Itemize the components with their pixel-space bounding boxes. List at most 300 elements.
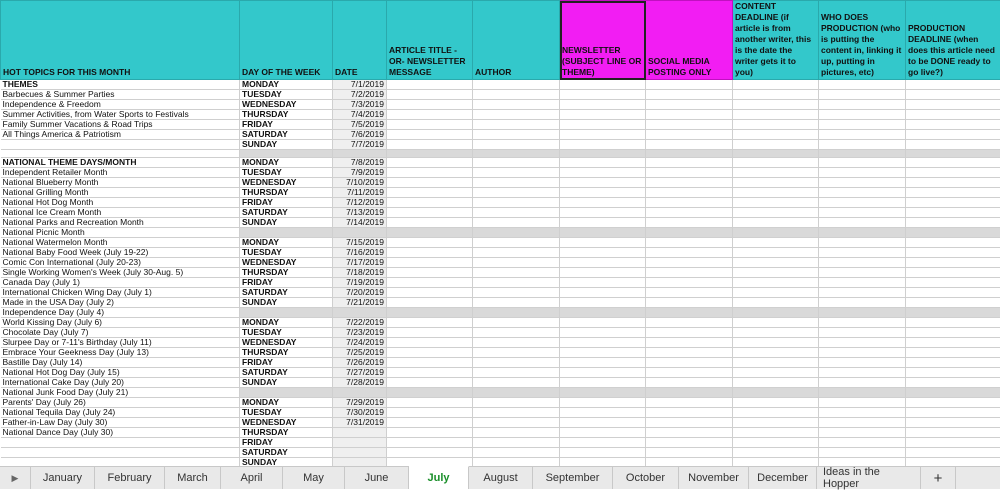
cell[interactable] [473, 448, 560, 458]
cell[interactable] [906, 338, 1000, 348]
cell[interactable] [473, 378, 560, 388]
date-cell[interactable]: 7/18/2019 [333, 268, 387, 278]
cell[interactable] [819, 448, 906, 458]
day-cell[interactable] [240, 150, 333, 158]
cell[interactable] [387, 358, 473, 368]
topic-cell[interactable]: Father-in-Law Day (July 30) [1, 418, 240, 428]
cell[interactable] [646, 398, 733, 408]
topic-cell[interactable]: Chocolate Day (July 7) [1, 328, 240, 338]
cell[interactable] [387, 288, 473, 298]
cell[interactable] [819, 178, 906, 188]
cell[interactable] [646, 278, 733, 288]
cell[interactable] [819, 408, 906, 418]
topic-cell[interactable]: National Watermelon Month [1, 238, 240, 248]
cell[interactable] [560, 120, 646, 130]
cell[interactable] [819, 438, 906, 448]
cell[interactable] [473, 188, 560, 198]
cell[interactable] [473, 408, 560, 418]
day-cell[interactable]: WEDNESDAY [240, 100, 333, 110]
topic-cell[interactable]: Independence & Freedom [1, 100, 240, 110]
date-cell[interactable]: 7/23/2019 [333, 328, 387, 338]
cell[interactable] [733, 228, 819, 238]
header-day[interactable]: DAY OF THE WEEK [240, 1, 333, 80]
cell[interactable] [819, 358, 906, 368]
topic-cell[interactable]: International Chicken Wing Day (July 1) [1, 288, 240, 298]
cell[interactable] [646, 338, 733, 348]
cell[interactable] [906, 308, 1000, 318]
cell[interactable] [387, 140, 473, 150]
cell[interactable] [819, 158, 906, 168]
cell[interactable] [560, 278, 646, 288]
cell[interactable] [906, 140, 1000, 150]
cell[interactable] [646, 448, 733, 458]
cell[interactable] [387, 458, 473, 467]
cell[interactable] [819, 110, 906, 120]
cell[interactable] [387, 428, 473, 438]
cell[interactable] [560, 298, 646, 308]
cell[interactable] [646, 120, 733, 130]
cell[interactable] [819, 418, 906, 428]
cell[interactable] [473, 168, 560, 178]
cell[interactable] [646, 428, 733, 438]
cell[interactable] [906, 348, 1000, 358]
cell[interactable] [560, 158, 646, 168]
cell[interactable] [733, 338, 819, 348]
cell[interactable] [733, 378, 819, 388]
topic-cell[interactable]: National Baby Food Week (July 19-22) [1, 248, 240, 258]
cell[interactable] [560, 338, 646, 348]
cell[interactable] [733, 248, 819, 258]
date-cell[interactable]: 7/17/2019 [333, 258, 387, 268]
cell[interactable] [387, 448, 473, 458]
cell[interactable] [819, 428, 906, 438]
cell[interactable] [473, 178, 560, 188]
cell[interactable] [906, 328, 1000, 338]
topic-cell[interactable]: Embrace Your Geekness Day (July 13) [1, 348, 240, 358]
cell[interactable] [819, 208, 906, 218]
cell[interactable] [473, 110, 560, 120]
day-cell[interactable]: MONDAY [240, 158, 333, 168]
cell[interactable] [906, 168, 1000, 178]
sheet-tab-july[interactable]: July [409, 466, 469, 489]
cell[interactable] [646, 158, 733, 168]
topic-cell[interactable]: National Hot Dog Day (July 15) [1, 368, 240, 378]
topic-cell[interactable]: Canada Day (July 1) [1, 278, 240, 288]
topic-cell[interactable]: Made in the USA Day (July 2) [1, 298, 240, 308]
cell[interactable] [733, 328, 819, 338]
day-cell[interactable]: MONDAY [240, 318, 333, 328]
cell[interactable] [646, 188, 733, 198]
cell[interactable] [819, 80, 906, 90]
cell[interactable] [560, 368, 646, 378]
cell[interactable] [906, 378, 1000, 388]
cell[interactable] [906, 208, 1000, 218]
cell[interactable] [387, 368, 473, 378]
day-cell[interactable]: FRIDAY [240, 358, 333, 368]
topic-cell[interactable]: World Kissing Day (July 6) [1, 318, 240, 328]
cell[interactable] [560, 358, 646, 368]
cell[interactable] [560, 228, 646, 238]
date-cell[interactable] [333, 458, 387, 467]
cell[interactable] [646, 458, 733, 467]
day-cell[interactable] [240, 388, 333, 398]
day-cell[interactable]: MONDAY [240, 80, 333, 90]
cell[interactable] [560, 438, 646, 448]
cell[interactable] [906, 228, 1000, 238]
cell[interactable] [387, 110, 473, 120]
cell[interactable] [560, 218, 646, 228]
cell[interactable] [387, 238, 473, 248]
cell[interactable] [387, 150, 473, 158]
cell[interactable] [733, 238, 819, 248]
cell[interactable] [819, 130, 906, 140]
sheet-tab-ideas-in-the-hopper[interactable]: Ideas in the Hopper [817, 467, 921, 489]
day-cell[interactable]: SATURDAY [240, 288, 333, 298]
cell[interactable] [560, 140, 646, 150]
topic-cell[interactable]: Comic Con International (July 20-23) [1, 258, 240, 268]
cell[interactable] [473, 120, 560, 130]
cell[interactable] [733, 140, 819, 150]
cell[interactable] [473, 90, 560, 100]
cell[interactable] [646, 218, 733, 228]
date-cell[interactable]: 7/9/2019 [333, 168, 387, 178]
cell[interactable] [733, 438, 819, 448]
date-cell[interactable]: 7/24/2019 [333, 338, 387, 348]
cell[interactable] [733, 428, 819, 438]
cell[interactable] [646, 388, 733, 398]
cell[interactable] [333, 308, 387, 318]
cell[interactable] [733, 100, 819, 110]
cell[interactable] [560, 308, 646, 318]
cell[interactable] [906, 100, 1000, 110]
cell[interactable] [387, 418, 473, 428]
cell[interactable] [560, 110, 646, 120]
topic-cell[interactable]: National Dance Day (July 30) [1, 428, 240, 438]
cell[interactable] [560, 288, 646, 298]
cell[interactable] [473, 80, 560, 90]
cell[interactable] [646, 268, 733, 278]
sheet-tab-october[interactable]: October [613, 467, 679, 489]
cell[interactable] [387, 378, 473, 388]
cell[interactable] [906, 110, 1000, 120]
cell[interactable] [560, 188, 646, 198]
cell[interactable] [819, 458, 906, 467]
cell[interactable] [560, 248, 646, 258]
cell[interactable] [819, 268, 906, 278]
day-cell[interactable]: TUESDAY [240, 408, 333, 418]
cell[interactable] [387, 90, 473, 100]
date-cell[interactable]: 7/20/2019 [333, 288, 387, 298]
day-cell[interactable]: SUNDAY [240, 458, 333, 467]
cell[interactable] [387, 258, 473, 268]
cell[interactable] [387, 80, 473, 90]
cell[interactable] [733, 268, 819, 278]
cell[interactable] [387, 398, 473, 408]
day-cell[interactable]: WEDNESDAY [240, 178, 333, 188]
cell[interactable] [733, 120, 819, 130]
date-cell[interactable]: 7/10/2019 [333, 178, 387, 188]
cell[interactable] [819, 278, 906, 288]
day-cell[interactable]: SUNDAY [240, 140, 333, 150]
cell[interactable] [560, 428, 646, 438]
date-cell[interactable]: 7/2/2019 [333, 90, 387, 100]
cell[interactable] [387, 188, 473, 198]
day-cell[interactable]: THURSDAY [240, 110, 333, 120]
cell[interactable] [560, 258, 646, 268]
cell[interactable] [733, 288, 819, 298]
cell[interactable] [819, 188, 906, 198]
cell[interactable] [906, 268, 1000, 278]
header-content-deadline[interactable]: CONTENT DEADLINE (if article is from another writer, this is the date the writer gets it to you) [733, 1, 819, 80]
cell[interactable] [733, 90, 819, 100]
cell[interactable] [819, 328, 906, 338]
day-cell[interactable]: SUNDAY [240, 298, 333, 308]
cell[interactable] [733, 158, 819, 168]
day-cell[interactable]: THURSDAY [240, 348, 333, 358]
date-cell[interactable]: 7/7/2019 [333, 140, 387, 150]
cell[interactable] [819, 398, 906, 408]
cell[interactable] [646, 438, 733, 448]
cell[interactable] [819, 150, 906, 158]
cell[interactable] [387, 338, 473, 348]
cell[interactable] [560, 378, 646, 388]
cell[interactable] [646, 348, 733, 358]
cell[interactable] [819, 248, 906, 258]
cell[interactable] [646, 408, 733, 418]
cell[interactable] [473, 158, 560, 168]
day-cell[interactable]: THURSDAY [240, 188, 333, 198]
cell[interactable] [819, 238, 906, 248]
cell[interactable] [906, 458, 1000, 467]
day-cell[interactable]: MONDAY [240, 398, 333, 408]
cell[interactable] [387, 308, 473, 318]
sheet-tab-march[interactable]: March [165, 467, 221, 489]
cell[interactable] [560, 198, 646, 208]
sheet-tab-february[interactable]: February [95, 467, 165, 489]
cell[interactable] [387, 198, 473, 208]
cell[interactable] [646, 258, 733, 268]
cell[interactable] [819, 218, 906, 228]
cell[interactable] [733, 208, 819, 218]
cell[interactable] [473, 278, 560, 288]
day-cell[interactable]: SUNDAY [240, 218, 333, 228]
cell[interactable] [906, 150, 1000, 158]
date-cell[interactable] [333, 428, 387, 438]
cell[interactable] [473, 228, 560, 238]
cell[interactable] [646, 110, 733, 120]
cell[interactable] [387, 318, 473, 328]
cell[interactable] [646, 100, 733, 110]
topic-cell[interactable]: Independent Retailer Month [1, 168, 240, 178]
cell[interactable] [646, 298, 733, 308]
cell[interactable] [473, 100, 560, 110]
cell[interactable] [473, 248, 560, 258]
cell[interactable] [906, 418, 1000, 428]
cell[interactable] [819, 140, 906, 150]
cell[interactable] [733, 218, 819, 228]
cell[interactable] [733, 358, 819, 368]
topic-cell[interactable] [1, 438, 240, 448]
cell[interactable] [906, 90, 1000, 100]
topic-cell[interactable]: National Hot Dog Month [1, 198, 240, 208]
cell[interactable] [646, 90, 733, 100]
cell[interactable] [387, 208, 473, 218]
cell[interactable] [819, 298, 906, 308]
cell[interactable] [387, 130, 473, 140]
topic-cell[interactable]: National Parks and Recreation Month [1, 218, 240, 228]
day-cell[interactable]: SATURDAY [240, 208, 333, 218]
cell[interactable] [473, 368, 560, 378]
day-cell[interactable]: FRIDAY [240, 438, 333, 448]
cell[interactable] [819, 288, 906, 298]
cell[interactable] [473, 458, 560, 467]
day-cell[interactable] [240, 228, 333, 238]
cell[interactable] [387, 120, 473, 130]
cell[interactable] [819, 198, 906, 208]
cell[interactable] [906, 218, 1000, 228]
cell[interactable] [560, 348, 646, 358]
cell[interactable] [819, 348, 906, 358]
cell[interactable] [906, 238, 1000, 248]
cell[interactable] [646, 80, 733, 90]
topic-cell[interactable] [1, 140, 240, 150]
cell[interactable] [733, 258, 819, 268]
cell[interactable] [387, 228, 473, 238]
day-cell[interactable]: SUNDAY [240, 378, 333, 388]
cell[interactable] [819, 228, 906, 238]
topic-cell[interactable] [1, 458, 240, 467]
cell[interactable] [733, 110, 819, 120]
topic-cell[interactable]: International Cake Day (July 20) [1, 378, 240, 388]
topic-cell[interactable]: Family Summer Vacations & Road Trips [1, 120, 240, 130]
date-cell[interactable]: 7/11/2019 [333, 188, 387, 198]
cell[interactable] [819, 120, 906, 130]
cell[interactable] [473, 208, 560, 218]
date-cell[interactable]: 7/4/2019 [333, 110, 387, 120]
cell[interactable] [906, 438, 1000, 448]
day-cell[interactable]: SATURDAY [240, 368, 333, 378]
cell[interactable] [733, 318, 819, 328]
topic-cell[interactable] [1, 150, 240, 158]
cell[interactable] [333, 388, 387, 398]
topic-cell[interactable]: Slurpee Day or 7-11's Birthday (July 11) [1, 338, 240, 348]
topic-cell[interactable]: Parents' Day (July 26) [1, 398, 240, 408]
cell[interactable] [646, 288, 733, 298]
day-cell[interactable]: TUESDAY [240, 328, 333, 338]
header-date[interactable]: DATE [333, 1, 387, 80]
date-cell[interactable]: 7/30/2019 [333, 408, 387, 418]
topic-cell[interactable]: National Ice Cream Month [1, 208, 240, 218]
cell[interactable] [733, 368, 819, 378]
cell[interactable] [733, 388, 819, 398]
header-newsletter[interactable]: NEWSLETTER (SUBJECT LINE OR THEME) [560, 1, 646, 80]
cell[interactable] [560, 208, 646, 218]
cell[interactable] [906, 198, 1000, 208]
cell[interactable] [733, 348, 819, 358]
topic-cell[interactable]: THEMES [1, 80, 240, 90]
cell[interactable] [646, 208, 733, 218]
cell[interactable] [560, 130, 646, 140]
header-social[interactable]: SOCIAL MEDIA POSTING ONLY [646, 1, 733, 80]
topic-cell[interactable]: NATIONAL THEME DAYS/MONTH [1, 158, 240, 168]
cell[interactable] [473, 218, 560, 228]
cell[interactable] [333, 228, 387, 238]
cell[interactable] [819, 388, 906, 398]
date-cell[interactable]: 7/19/2019 [333, 278, 387, 288]
cell[interactable] [906, 158, 1000, 168]
cell[interactable] [560, 178, 646, 188]
cell[interactable] [473, 358, 560, 368]
cell[interactable] [473, 348, 560, 358]
sheet-tab-june[interactable]: June [345, 467, 409, 489]
cell[interactable] [906, 388, 1000, 398]
cell[interactable] [646, 130, 733, 140]
cell[interactable] [906, 408, 1000, 418]
cell[interactable] [560, 328, 646, 338]
day-cell[interactable]: WEDNESDAY [240, 338, 333, 348]
date-cell[interactable]: 7/25/2019 [333, 348, 387, 358]
cell[interactable] [560, 150, 646, 158]
cell[interactable] [387, 438, 473, 448]
topic-cell[interactable]: All Things America & Patriotism [1, 130, 240, 140]
cell[interactable] [646, 228, 733, 238]
topic-cell[interactable]: National Grilling Month [1, 188, 240, 198]
cell[interactable] [646, 318, 733, 328]
topic-cell[interactable]: National Junk Food Day (July 21) [1, 388, 240, 398]
cell[interactable] [473, 298, 560, 308]
cell[interactable] [560, 318, 646, 328]
date-cell[interactable] [333, 438, 387, 448]
cell[interactable] [906, 398, 1000, 408]
cell[interactable] [387, 218, 473, 228]
day-cell[interactable]: TUESDAY [240, 90, 333, 100]
cell[interactable] [906, 318, 1000, 328]
cell[interactable] [733, 80, 819, 90]
cell[interactable] [387, 298, 473, 308]
topic-cell[interactable]: National Tequila Day (July 24) [1, 408, 240, 418]
day-cell[interactable]: THURSDAY [240, 428, 333, 438]
cell[interactable] [387, 328, 473, 338]
cell[interactable] [733, 458, 819, 467]
cell[interactable] [646, 140, 733, 150]
cell[interactable] [646, 198, 733, 208]
cell[interactable] [906, 278, 1000, 288]
day-cell[interactable]: MONDAY [240, 238, 333, 248]
cell[interactable] [646, 418, 733, 428]
date-cell[interactable]: 7/15/2019 [333, 238, 387, 248]
cell[interactable] [906, 368, 1000, 378]
cell[interactable] [733, 298, 819, 308]
sheet-tab-september[interactable]: September [533, 467, 613, 489]
day-cell[interactable]: TUESDAY [240, 168, 333, 178]
cell[interactable] [819, 168, 906, 178]
cell[interactable] [733, 178, 819, 188]
cell[interactable] [560, 268, 646, 278]
header-topics[interactable]: HOT TOPICS FOR THIS MONTH [1, 1, 240, 80]
cell[interactable] [646, 238, 733, 248]
cell[interactable] [733, 168, 819, 178]
cell[interactable] [333, 150, 387, 158]
date-cell[interactable]: 7/12/2019 [333, 198, 387, 208]
cell[interactable] [387, 100, 473, 110]
date-cell[interactable]: 7/5/2019 [333, 120, 387, 130]
cell[interactable] [560, 448, 646, 458]
cell[interactable] [560, 418, 646, 428]
date-cell[interactable]: 7/8/2019 [333, 158, 387, 168]
cell[interactable] [387, 158, 473, 168]
day-cell[interactable]: FRIDAY [240, 120, 333, 130]
cell[interactable] [906, 130, 1000, 140]
